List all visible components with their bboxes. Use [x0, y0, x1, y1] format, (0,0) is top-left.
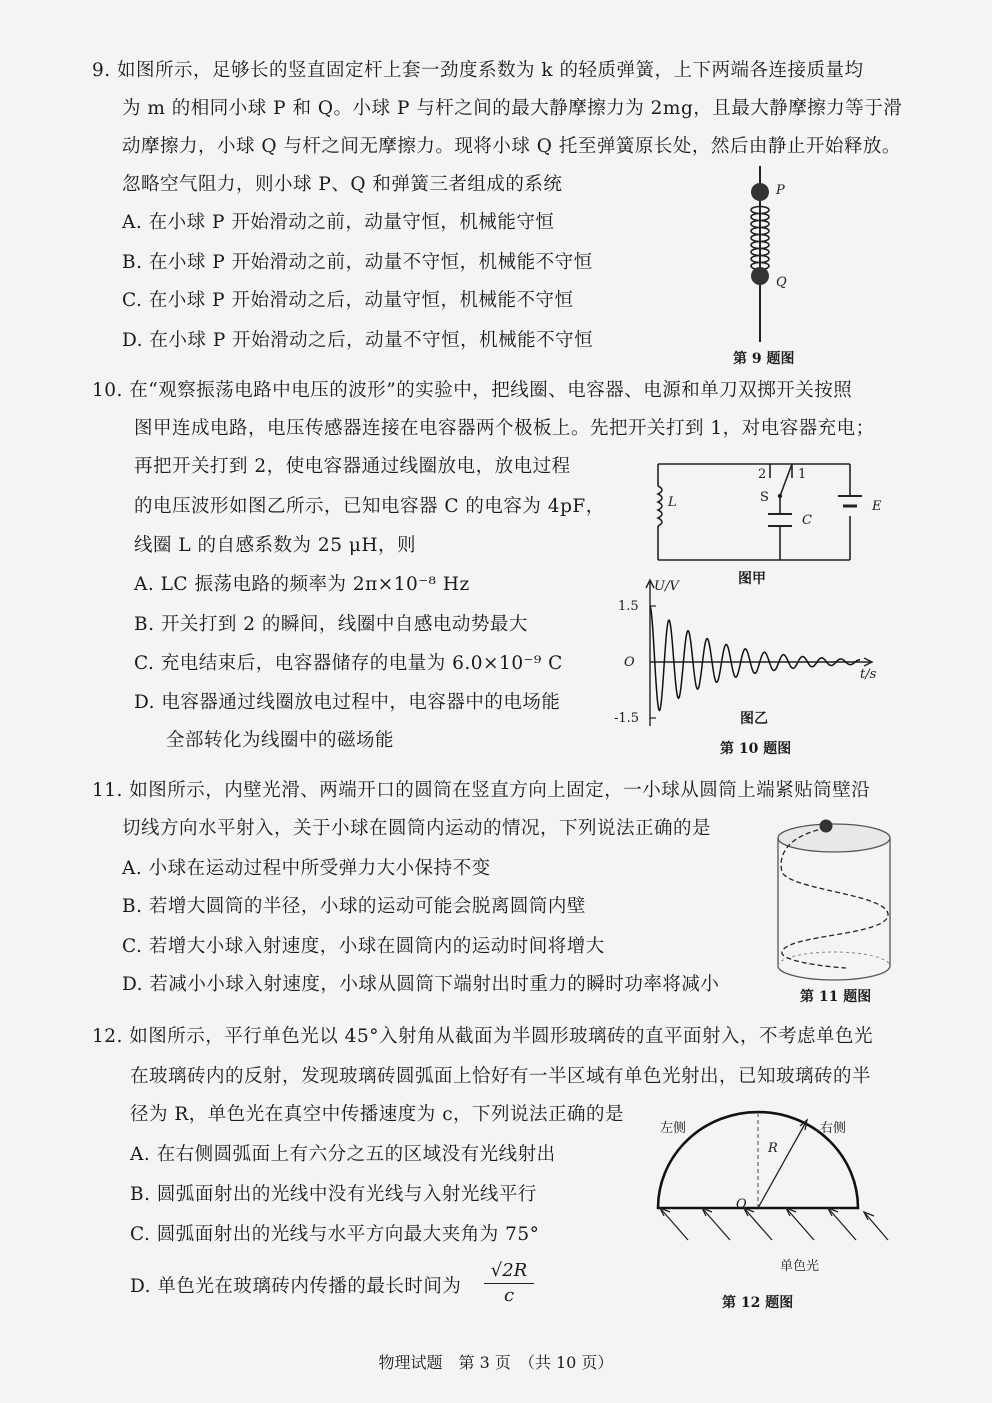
q12-fraction-denominator: c [503, 1285, 515, 1306]
q11-stem-line-2: 切线方向水平射入，关于小球在圆筒内运动的情况，下列说法正确的是 [122, 818, 712, 839]
q11-option-d: D. 若减小小球入射速度，小球从圆筒下端射出时重力的瞬时功率将减小 [122, 974, 720, 995]
q9-label-q: Q [776, 275, 787, 290]
q12-option-d: D. 单色光在玻璃砖内传播的最长时间为 [130, 1276, 462, 1297]
q12-option-a: A. 在右侧圆弧面上有六分之五的区域没有光线射出 [130, 1144, 556, 1165]
q10-stem-line-4: 的电压波形如图乙所示，已知电容器 C 的电容为 4pF， [134, 496, 605, 517]
q12-semicircle-figure [650, 1110, 900, 1270]
q12-stem-line-3: 径为 R，单色光在真空中传播速度为 c，下列说法正确的是 [130, 1104, 625, 1125]
page-footer: 物理试题 第 3 页 （共 10 页） [378, 1353, 614, 1372]
q9-option-b: B. 在小球 P 开始滑动之前，动量不守恒，机械能不守恒 [122, 252, 593, 273]
q10-graph-ylabel: U/V [654, 579, 679, 594]
q10-circuit-diagram [640, 456, 870, 566]
q12-stem-line-2: 在玻璃砖内的反射，发现玻璃砖圆弧面上恰好有一半区域有单色光射出，已知玻璃砖的半 [130, 1066, 872, 1087]
q10-option-c: C. 充电结束后，电容器储存的电量为 6.0×10⁻⁹ C [134, 653, 563, 674]
q12-label-left: 左侧 [660, 1121, 687, 1136]
q9-option-c: C. 在小球 P 开始滑动之后，动量守恒，机械能不守恒 [122, 290, 574, 311]
q10-graph-ymax: 1.5 [618, 599, 639, 614]
q10-damped-wave [650, 606, 860, 710]
q10-stem-line-3: 再把开关打到 2，使电容器通过线圈放电，放电过程 [134, 456, 571, 477]
q10-graph-origin: O [624, 655, 635, 670]
q12-fraction-numerator: √2R [484, 1262, 534, 1284]
q12-option-b: B. 圆弧面射出的光线中没有光线与入射光线平行 [130, 1184, 537, 1205]
q10-graph-xlabel: t/s [860, 667, 877, 682]
q10-stem-line-1: 10. 在“观察振荡电路中电压的波形”的实验中，把线圈、电容器、电源和单刀双掷开关按照 [92, 380, 853, 401]
q10-option-b: B. 开关打到 2 的瞬间，线圈中自感电动势最大 [134, 614, 528, 635]
q11-cylinder-figure [776, 816, 896, 986]
q10-label-e: E [872, 499, 882, 514]
q10-label-2: 2 [758, 467, 767, 482]
q12-label-r: R [768, 1141, 778, 1156]
q11-option-a: A. 小球在运动过程中所受弹力大小保持不变 [122, 858, 491, 879]
q12-label-o: O [736, 1197, 747, 1212]
q11-option-b: B. 若增大圆筒的半径，小球的运动可能会脱离圆筒内壁 [122, 896, 586, 917]
q11-stem-line-1: 11. 如图所示，内壁光滑、两端开口的圆筒在竖直方向上固定，一小球从圆筒上端紧贴筒壁沿 [92, 780, 871, 801]
q9-stem-line-3: 动摩擦力，小球 Q 与杆之间无摩擦力。现将小球 Q 托至弹簧原长处，然后由静止开始释放。 [122, 136, 901, 157]
q10-graph-ymin: -1.5 [614, 711, 640, 726]
q9-label-p: P [776, 183, 785, 198]
q11-option-c: C. 若增大小球入射速度，小球在圆筒内的运动时间将增大 [122, 936, 605, 957]
q9-option-d: D. 在小球 P 开始滑动之后，动量不守恒，机械能不守恒 [122, 330, 594, 351]
q10-option-a: A. LC 振荡电路的频率为 2π×10⁻⁸ Hz [134, 574, 470, 595]
q9-stem-line-1: 9. 如图所示，足够长的竖直固定杆上套一劲度系数为 k 的轻质弹簧，上下两端各连接质量均 [92, 60, 864, 81]
q10-label-s: S [760, 490, 769, 505]
q12-label-right: 右侧 [820, 1121, 847, 1136]
q12-label-light: 单色光 [780, 1259, 820, 1274]
q10-label-c: C [802, 513, 812, 528]
q9-option-a: A. 在小球 P 开始滑动之前，动量守恒，机械能守恒 [122, 212, 555, 233]
q10-option-d-cont: 全部转化为线圈中的磁场能 [166, 730, 395, 751]
q10-stem-line-5: 线圈 L 的自感系数为 25 μH，则 [134, 535, 417, 556]
q9-spring-figure [740, 164, 800, 344]
q10-circuit-caption: 图甲 [738, 571, 766, 587]
q9-stem-line-4: 忽略空气阻力，则小球 P、Q 和弹簧三者组成的系统 [122, 174, 563, 195]
q11-caption: 第 11 题图 [800, 989, 872, 1005]
q10-graph-caption: 图乙 [740, 711, 768, 727]
q9-caption: 第 9 题图 [733, 351, 795, 367]
q10-option-d: D. 电容器通过线圈放电过程中，电容器中的电场能 [134, 692, 561, 713]
q10-caption: 第 10 题图 [720, 741, 792, 757]
q9-stem-line-2: 为 m 的相同小球 P 和 Q。小球 P 与杆之间的最大静摩擦力为 2mg，且最大静摩擦力等于滑 [122, 98, 903, 119]
q12-caption: 第 12 题图 [722, 1295, 794, 1311]
q10-stem-line-2: 图甲连成电路，电压传感器连接在电容器两个极板上。先把开关打到 1，对电容器充电； [134, 418, 875, 439]
q12-stem-line-1: 12. 如图所示，平行单色光以 45°入射角从截面为半圆形玻璃砖的直平面射入，不考虑单色光 [92, 1026, 873, 1047]
q10-label-1: 1 [798, 467, 807, 482]
q10-label-l: L [668, 495, 677, 510]
q10-voltage-graph [640, 578, 880, 728]
q12-fraction [484, 1262, 534, 1305]
q12-option-c: C. 圆弧面射出的光线与水平方向最大夹角为 75° [130, 1224, 540, 1245]
